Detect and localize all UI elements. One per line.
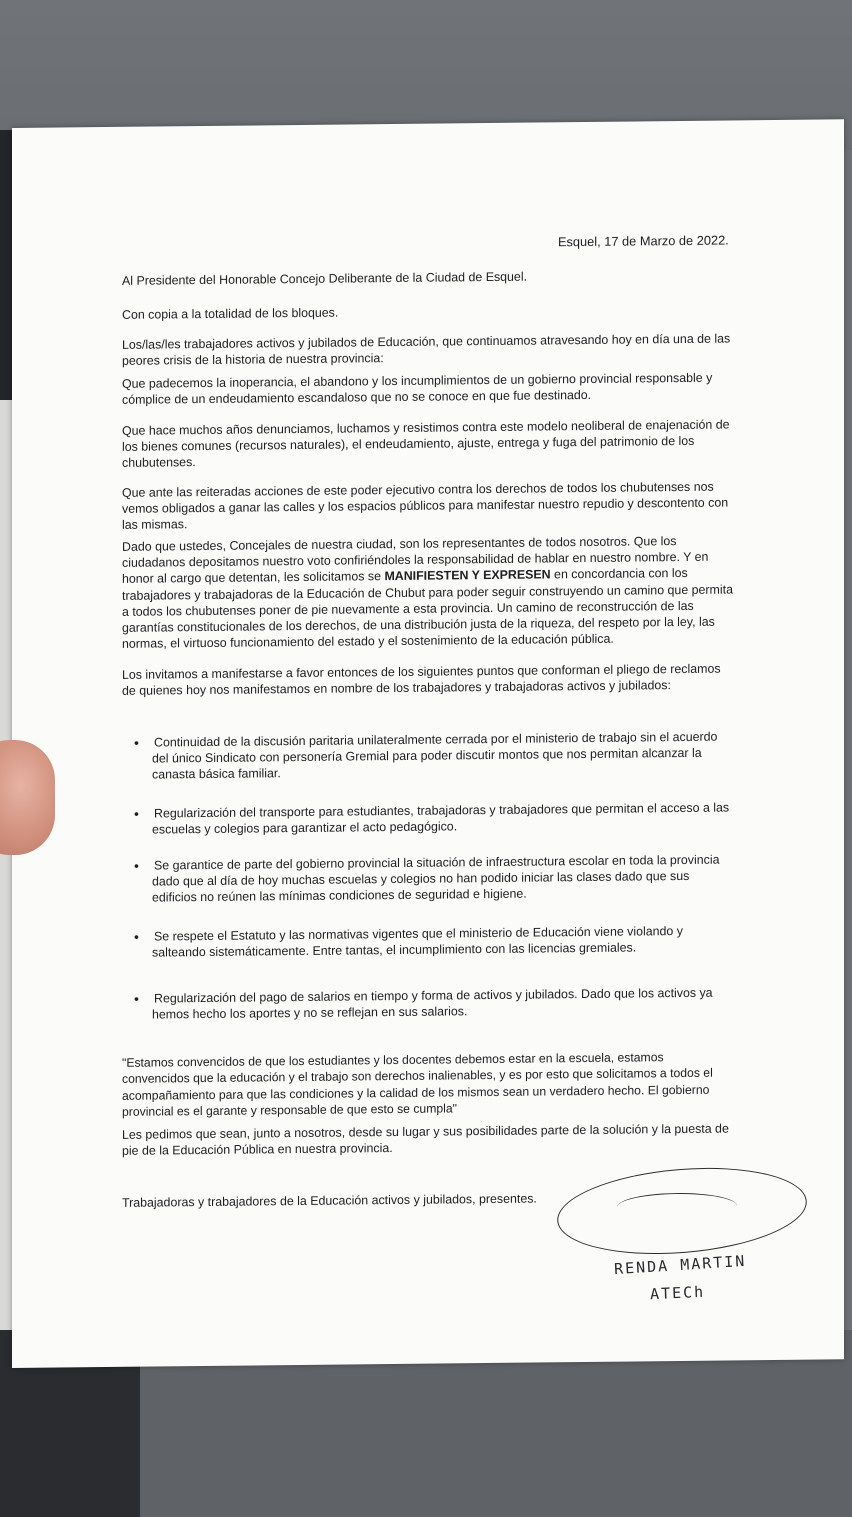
paragraph-request: Les pedimos que sean, junto a nosotros, desde su lugar y sus posibilidades parte de la solución y la puesta de pie de la Educación Pública en nuestra provincia. — [122, 1121, 729, 1159]
quote-paragraph: "Estamos convencidos de que los estudiantes y los docentes debemos estar en la escuela, estamos convencidos que la educación y el trabajo son derechos inalienables, y es por esto que solicitamos a todos el acompañamiento para que las condiciones y la calidad de los mismos sean un verdadero hecho. El gobierno provincial es el garante y responsable de que esto se cumpla" — [122, 1050, 713, 1120]
letter-closing: Trabajadoras y trabajadores de la Educación activos y jubilados, presentes. — [122, 1191, 537, 1210]
list-item-text: Se respete el Estatuto y las normativas vigentes que el ministerio de Educación viene violando y salteando sistemáticamente. Entre tantas, el incumplimiento con las licencias gremiales. — [152, 923, 683, 960]
paragraph-5 — [122, 532, 742, 652]
paragraph-5-emphasis: MANIFIESTEN Y EXPRESEN — [384, 567, 551, 584]
list-item-text: Regularización del transporte para estudiantes, trabajadoras y trabajadores que permitan el acceso a las escuelas y colegios para garantizar el acto pedagógico. — [152, 800, 730, 837]
list-item-text: Se garantice de parte del gobierno provincial la situación de infraestructura escolar en toda la provincia dado que al día de hoy muchas escuelas y colegios no han podido iniciar las clases dado que sus edificios no reúnen las mínimas condiciones de seguridad e higiene. — [152, 852, 720, 905]
paragraph-2: Que padecemos la inoperancia, el abandono y los incumplimientos de un gobierno provincial responsable y cómplice de un endeudamiento escandaloso que no se conoce en que fue destinado. — [122, 370, 713, 408]
paragraph-6: Los invitamos a manifestarse a favor entonces de los siguientes puntos que conforman el pliego de reclamos de quienes hoy nos manifestamos en nombre de los trabajadores y trabajadoras activos y jubilados: — [122, 661, 721, 699]
paragraph-4: Que ante las reiteradas acciones de este poder ejecutivo contra los derechos de todos los chubutenses nos vemos obligados a ganar las calles y los espacios públicos para manifestar nuestro repudio y descontento con las mismas. — [122, 479, 729, 533]
handwritten-organization: ATECh — [649, 1282, 706, 1304]
list-item — [152, 728, 732, 783]
list-item — [152, 799, 732, 837]
signature-stroke — [617, 1192, 737, 1220]
paragraph-3: Que hace muchos años denunciamos, luchamos y resistimos contra este modelo neoliberal de enajenación de los bienes comunes (recursos naturales), el endeudamiento, ajuste, entrega y fuga del patrimonio de los chubutenses. — [122, 417, 730, 471]
paragraph-5-part-b: en concordancia con los trabajadores y trabajadoras de la Educación de Chubut para poder seguir construyendo un camino que permita a todos los chubutenses poner de pie nuevamente a esta provincia. Un camino de reconstrucción de las garantías constitucionales de los derechos, de una distribución justa de la riqueza, del respeto por la ley, las normas, el virtuoso funcionamiento del estado y el sostenimiento de la educación pública. — [122, 566, 733, 652]
letter-page — [12, 119, 844, 1368]
list-item — [152, 851, 732, 906]
paragraph-intro: Los/las/les trabajadores activos y jubilados de Educación, que continuamos atravesando hoy en día una de las peores crisis de la historia de nuestra provincia: — [122, 331, 731, 369]
list-item — [152, 922, 732, 960]
letter-addressee: Al Presidente del Honorable Concejo Deliberante de la Ciudad de Esquel. — [122, 269, 528, 288]
list-item-text: Regularización del pago de salarios en tiempo y forma de activos y jubilados. Dado que los activos ya hemos hecho los aportes y no se reflejan en sus salarios. — [152, 985, 713, 1022]
handwritten-name: RENDA MARTIN — [613, 1251, 747, 1279]
paragraph-5-part-a: Dado que ustedes, Concejales de nuestra ciudad, son los representantes de todos nosotros. Que los ciudadanos depositamos nuestro voto confiriéndoles la responsabilidad de hablar en nuestro nombre. Y en honor al cargo que detentan, les solicitamos se — [122, 534, 709, 587]
letter-date: Esquel, 17 de Marzo de 2022. — [558, 232, 729, 250]
letter-cc: Con copia a la totalidad de los bloques. — [122, 305, 339, 322]
thumb — [0, 740, 55, 855]
demands-list — [152, 728, 732, 1023]
list-item-text: Continuidad de la discusión paritaria unilateralmente cerrada por el ministerio de trabajo sin el acuerdo del único Sindicato con personería Gremial para poder discutir montos que nos permitan alcanzar la canasta básica familiar. — [152, 729, 718, 782]
list-item — [152, 984, 732, 1022]
